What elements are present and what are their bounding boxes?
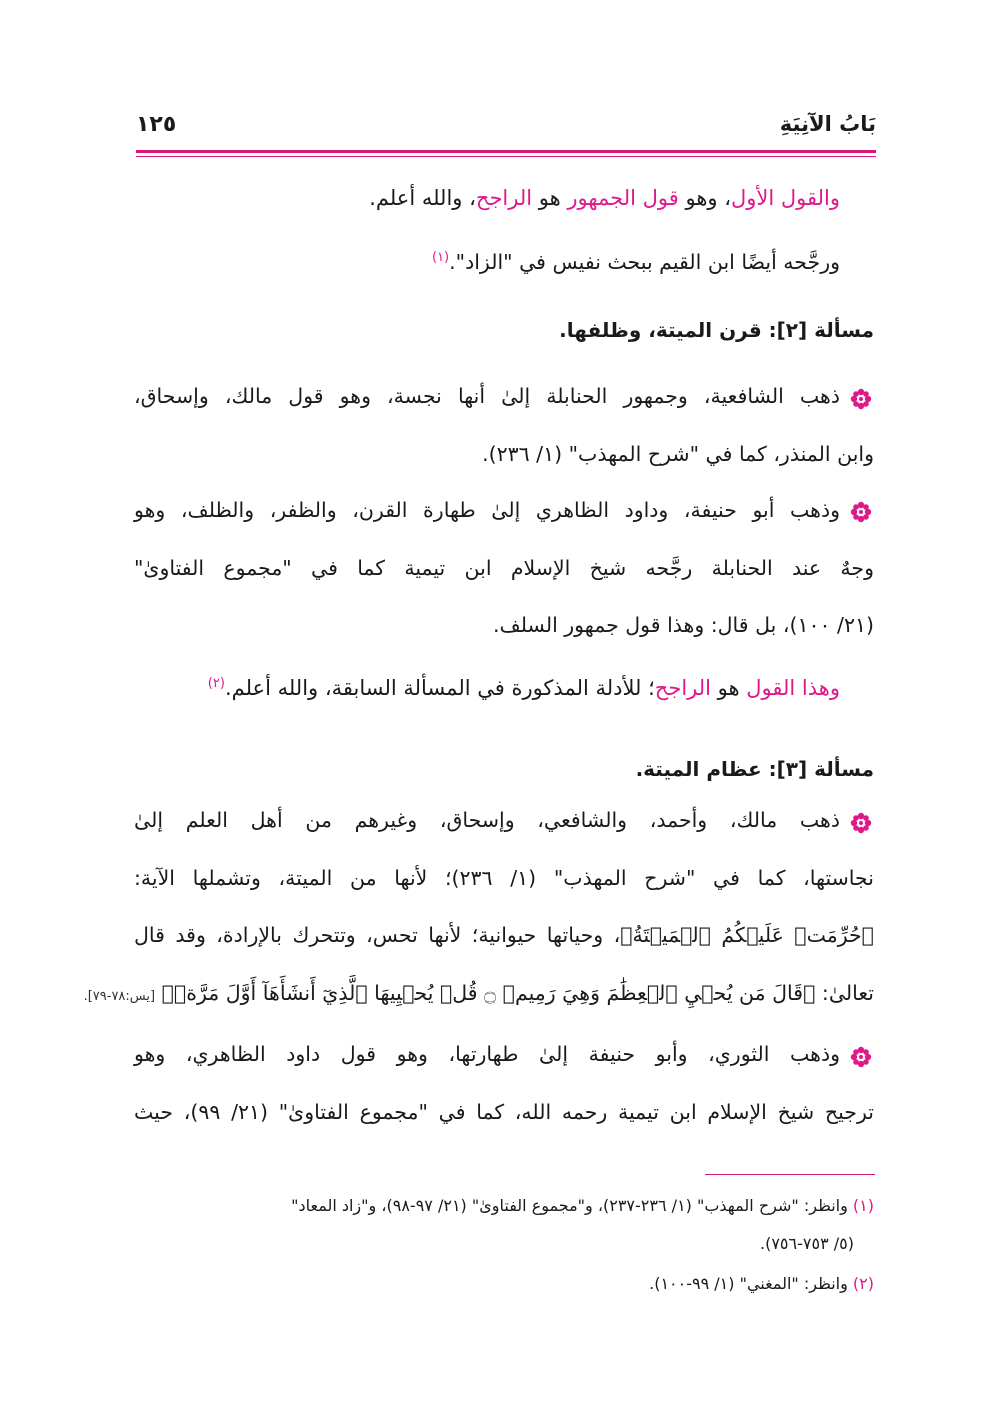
paragraph-4-line-2: ترجيح شيخ الإسلام ابن تيمية رحمه الله، كما في "مجموع الفتاوىٰ" (٢١/ ٩٩)، حيث — [134, 1100, 874, 1124]
paragraph-2-line-1: وذهب أبو حنيفة، وداود الظاهري إلىٰ طهارة القرن، والظفر، والظلف، وهو — [134, 498, 840, 522]
footnote-1 — [134, 1196, 874, 1215]
text-run: هو — [532, 186, 568, 210]
paragraph-4-line-1: وذهب الثوري، وأبو حنيفة إلىٰ طهارتها، وهو قول داود الظاهري، وهو — [134, 1042, 840, 1066]
paragraph-2-line-3: (٢١/ ١٠٠)، بل قال: وهذا قول جمهور السلف. — [493, 613, 874, 637]
header-rule-thin — [136, 156, 876, 157]
footnote-2 — [134, 1274, 874, 1293]
footnote-number: (١) — [852, 1196, 874, 1215]
paragraph-3-line-4 — [83, 981, 874, 1006]
highlight-text: الراجح — [475, 186, 533, 210]
footnote-1-continued: (٥/ ٧٥٣-٧٥٦). — [760, 1234, 854, 1253]
footnote-number: (٢) — [852, 1274, 874, 1293]
header-rule-thick — [136, 150, 876, 153]
text-run: ، والله أعلم. — [369, 186, 476, 210]
highlight-text: وهذا القول — [746, 676, 840, 700]
highlight-text: قول الجمهور — [567, 186, 679, 210]
footnote-ref-1[interactable]: (١) — [431, 250, 450, 266]
conclusion-line-2 — [134, 250, 874, 275]
paragraph-3-line-1: ذهب مالك، وأحمد، والشافعي، وإسحاق، وغيرهم من أهل العلم إلىٰ — [134, 808, 840, 832]
footnote-ref-2[interactable]: (٢) — [207, 676, 225, 691]
conclusion-line-3 — [134, 676, 874, 701]
footnote-separator — [705, 1174, 875, 1175]
verse-reference: [يس:٧٨-٧٩]. — [83, 989, 156, 1004]
issue-heading-2: مسألة [٢]: قرن الميتة، وظلفها. — [559, 318, 874, 342]
paragraph-2-line-2: وجهٌ عند الحنابلة رجَّحه شيخ الإسلام ابن تيمية كما في "مجموع الفتاوىٰ" — [134, 556, 874, 580]
paragraph-1-line-2: وابن المنذر، كما في "شرح المهذب" (١/ ٢٣٦). — [482, 442, 874, 466]
issue-heading-3: مسألة [٣]: عظام الميتة. — [635, 757, 874, 781]
text-run: هو — [711, 676, 747, 700]
quran-verse: تعالىٰ: ﴿قَالَ مَن يُحۡيِ ٱلۡعِظَٰمَ وَهِيَ رَمِيمٞ ۝ قُلۡ يُحۡيِيهَا ٱلَّذِيٓ أَنشَأَهَآ أَوَّلَ مَرَّةٖ﴾ — [161, 981, 874, 1005]
chapter-title: بَابُ الآنِيَةِ — [779, 112, 876, 136]
text-run: ، وهو — [678, 186, 731, 210]
paragraph-1-line-1: ذهب الشافعية، وجمهور الحنابلة إلىٰ أنها نجسة، وهو قول مالك، وإسحاق، — [134, 384, 840, 408]
highlight-text: الراجح — [654, 676, 711, 700]
footnote-text: وانظر: "شرح المهذب" (١/ ٢٣٦-٢٣٧)، و"مجموع الفتاوىٰ" (٢١/ ٩٧-٩٨)، و"زاد المعاد" — [291, 1196, 853, 1215]
footnote-text: وانظر: "المغني" (١/ ٩٩-١٠٠). — [649, 1274, 853, 1293]
text-run: ورجَّحه أيضًا ابن القيم ببحث نفيس في "الزاد". — [449, 250, 840, 274]
text-run: ؛ للأدلة المذكورة في المسألة السابقة، والله أعلم. — [224, 676, 655, 700]
paragraph-3-line-2: نجاستها، كما في "شرح المهذب" (١/ ٢٣٦)؛ لأنها من الميتة، وتشملها الآية: — [134, 866, 874, 890]
page-number: ١٢٥ — [136, 112, 177, 137]
conclusion-line-1 — [134, 186, 874, 211]
highlight-text: والقول الأول — [731, 186, 840, 210]
paragraph-3-line-3: ﴿حُرِّمَتۡ عَلَيۡكُمُ ٱلۡمَيۡتَةُ﴾، وحياتها حيوانية؛ لأنها تحس، وتتحرك بالإرادة، وقد قال — [134, 923, 874, 947]
